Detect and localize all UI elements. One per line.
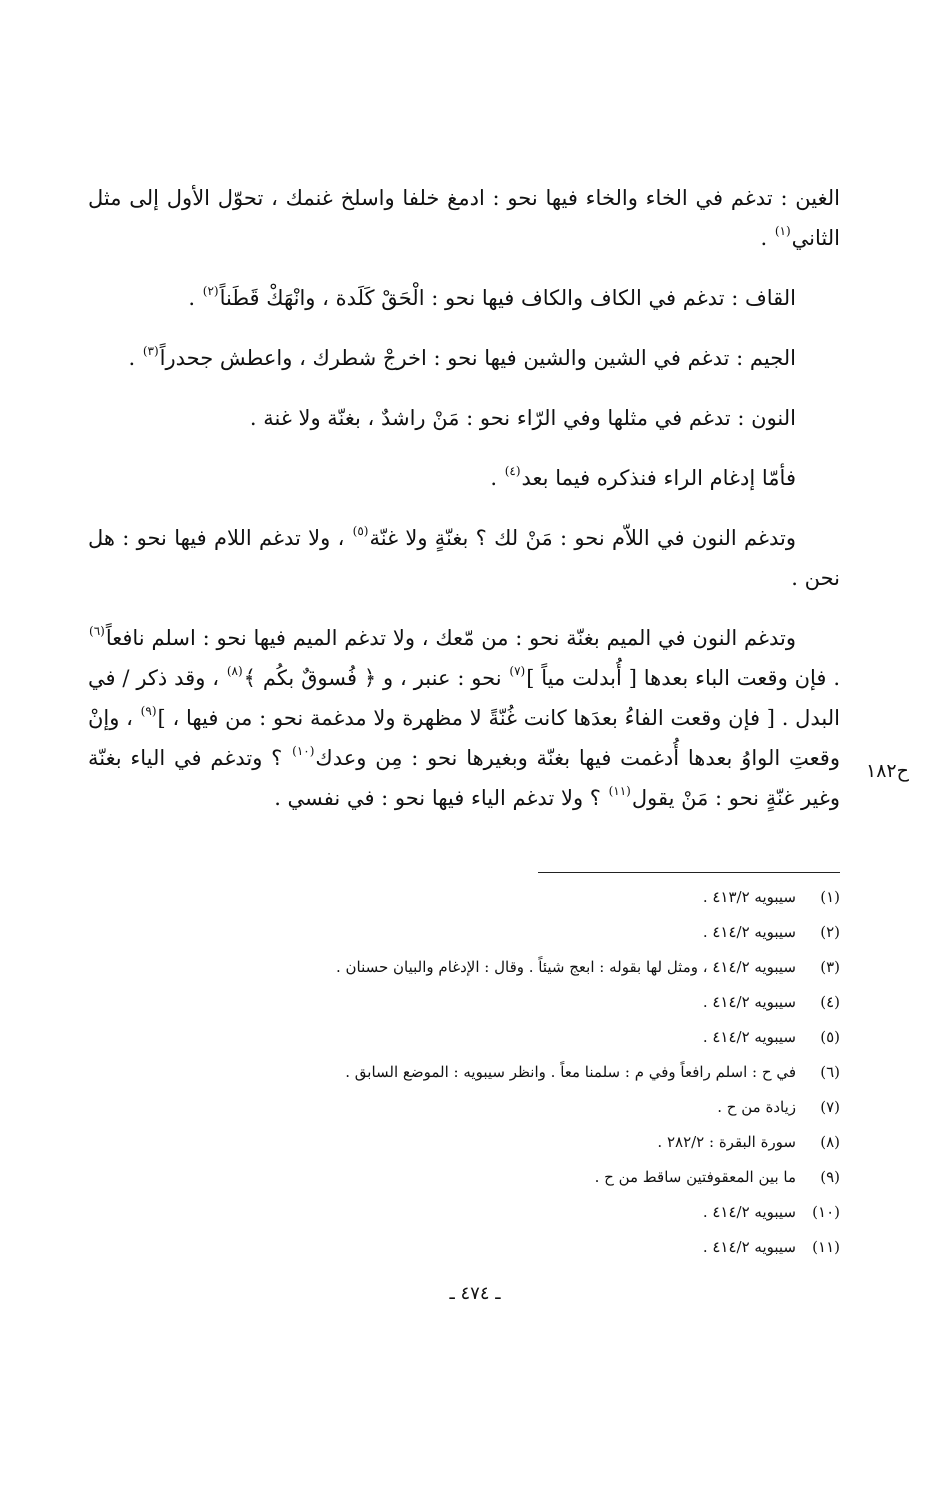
footnote-text: سيبويه ٤١٤/٢ . [702, 923, 796, 941]
paragraph-text: ، ولا تدغم اللام فيها نحو : هل نحن . [88, 526, 840, 590]
paragraph-nun-mim [88, 618, 840, 818]
paragraph-text: . فإن وقعت الباء بعدها [ أُبدلت مياً ] [526, 666, 840, 690]
paragraph-text: فأمّا إدغام الراء فنذكره فيما بعد [521, 466, 796, 490]
footnote-ref: (١١) [608, 784, 631, 798]
footnote-text: سيبويه ٤١٤/٢ . [702, 993, 796, 1011]
footnote-item [160, 1195, 840, 1230]
manuscript-margin-ref: ح١٨٢ [866, 760, 909, 782]
paragraph-ra [88, 458, 840, 498]
footnote-number: (١) [820, 888, 840, 906]
footnote-number: (٥) [820, 1028, 840, 1046]
paragraph-qaf [88, 278, 840, 318]
footnote-ref: (٧) [509, 664, 526, 678]
footnote-number: (٨) [820, 1133, 840, 1151]
footnote-ref: (٨) [226, 664, 243, 678]
footnote-text: في ح : اسلم رافعاً وفي م : سلمنا معاً . وانظر سيبويه : الموضع السابق . [345, 1063, 796, 1081]
footnote-item [160, 1090, 840, 1125]
paragraph-text: القاف : تدغم في الكاف والكاف فيها نحو : الْحَقْ كَلَدة ، وانْهَكْ قَطَناً [219, 286, 796, 310]
page-number: ـ ٤٧٤ ـ [449, 1283, 501, 1304]
footnote-number: (٧) [820, 1098, 840, 1116]
footnote-item [160, 1020, 840, 1055]
footnote-number: (٣) [820, 958, 840, 976]
footnote-item [160, 1125, 840, 1160]
footnote-number: (٦) [820, 1063, 840, 1081]
footnote-divider [538, 872, 840, 873]
paragraph-text: ؟ ولا تدغم الياء فيها نحو : في نفسي . [274, 786, 608, 810]
footnotes-list [160, 880, 840, 1265]
footnote-item [160, 1160, 840, 1195]
footnote-ref: (٩) [140, 704, 157, 718]
footnote-item [160, 915, 840, 950]
footnote-number: (٩) [820, 1168, 840, 1186]
footnote-item [160, 950, 840, 985]
main-text [88, 178, 840, 818]
footnote-text: سيبويه ٤١٤/٢ . [702, 1028, 796, 1046]
footnote-text: سيبويه ٤١٤/٢ . [702, 1203, 796, 1221]
footnote-item [160, 1230, 840, 1265]
paragraph-text: الجيم : تدغم في الشين والشين فيها نحو : اخرجْ شطرك ، واعطش جحدراً [159, 346, 796, 370]
paragraph-end: . [490, 466, 504, 490]
paragraph-nun [88, 398, 840, 438]
paragraph-text: ، وإنْ وقعتِ الواوُ بعدها أُدغمت فيها بغنّة وبغيرها نحو : مِن وعدك [88, 706, 840, 770]
footnote-item [160, 1055, 840, 1090]
footnote-text: سيبويه ٤١٣/٢ . [702, 888, 796, 906]
paragraph-end: . [760, 226, 774, 250]
paragraph-text: وتدغم النون في اللاّم نحو : مَنْ لك ؟ بغنّةٍ ولا غنّة [369, 526, 796, 550]
paragraph-ghain [88, 178, 840, 258]
paragraph-text: ؟ وتدغم في الياء بغنّة وغير غنّةٍ نحو : مَنْ يقول [88, 746, 840, 810]
paragraph-text: الغين : تدغم في الخاء والخاء فيها نحو : ادمغ خلفا واسلخ غنمك ، تحوّل الأول إلى مثل الثاني [88, 186, 840, 250]
footnote-number: (١٠) [812, 1203, 840, 1221]
footnote-number: (١١) [812, 1238, 840, 1256]
footnote-item [160, 880, 840, 915]
footnote-number: (٢) [820, 923, 840, 941]
paragraph-text: ، وقد ذكر / في البدل . [ فإن وقعت الفاءُ بعدَها كانت غُنّةً لا مظهرة ولا مدغمة نحو : من فيها ، ] [88, 666, 840, 730]
footnote-number: (٤) [820, 993, 840, 1011]
footnote-ref: (١) [774, 224, 791, 238]
footnote-text: زيادة من ح . [717, 1098, 796, 1116]
paragraph-end: . [128, 346, 142, 370]
footnote-text: ما بين المعقوفتين ساقط من ح . [594, 1168, 796, 1186]
paragraph-text: وتدغم النون في الميم بغنّة نحو : من مّعك ، ولا تدغم الميم فيها نحو : اسلم نافعاً [105, 626, 797, 650]
paragraph-text: النون : تدغم في مثلها وفي الرّاء نحو : مَنْ راشدٌ ، بغنّة ولا غنة . [249, 406, 796, 430]
footnote-ref: (٤) [504, 464, 521, 478]
paragraph-end: . [188, 286, 202, 310]
paragraph-text: نحو : عنبر ، و ﴿ فُسوقٌ بكُم ﴾ [243, 666, 509, 690]
paragraph-nun-lam [88, 518, 840, 598]
footnote-ref: (٥) [352, 524, 369, 538]
footnote-text: سيبويه ٤١٤/٢ ، ومثل لها بقوله : ابعج شيئاً . وقال : الإدغام والبيان حسنان . [335, 958, 796, 976]
footnote-item [160, 985, 840, 1020]
footnote-text: سيبويه ٤١٤/٢ . [702, 1238, 796, 1256]
paragraph-jim [88, 338, 840, 378]
footnote-ref: (١٠) [292, 744, 315, 758]
footnote-ref: (٢) [202, 284, 219, 298]
footnote-ref: (٣) [142, 344, 159, 358]
footnote-ref: (٦) [89, 624, 105, 638]
footnote-text: سورة البقرة : ٢٨٢/٢ . [657, 1133, 796, 1151]
